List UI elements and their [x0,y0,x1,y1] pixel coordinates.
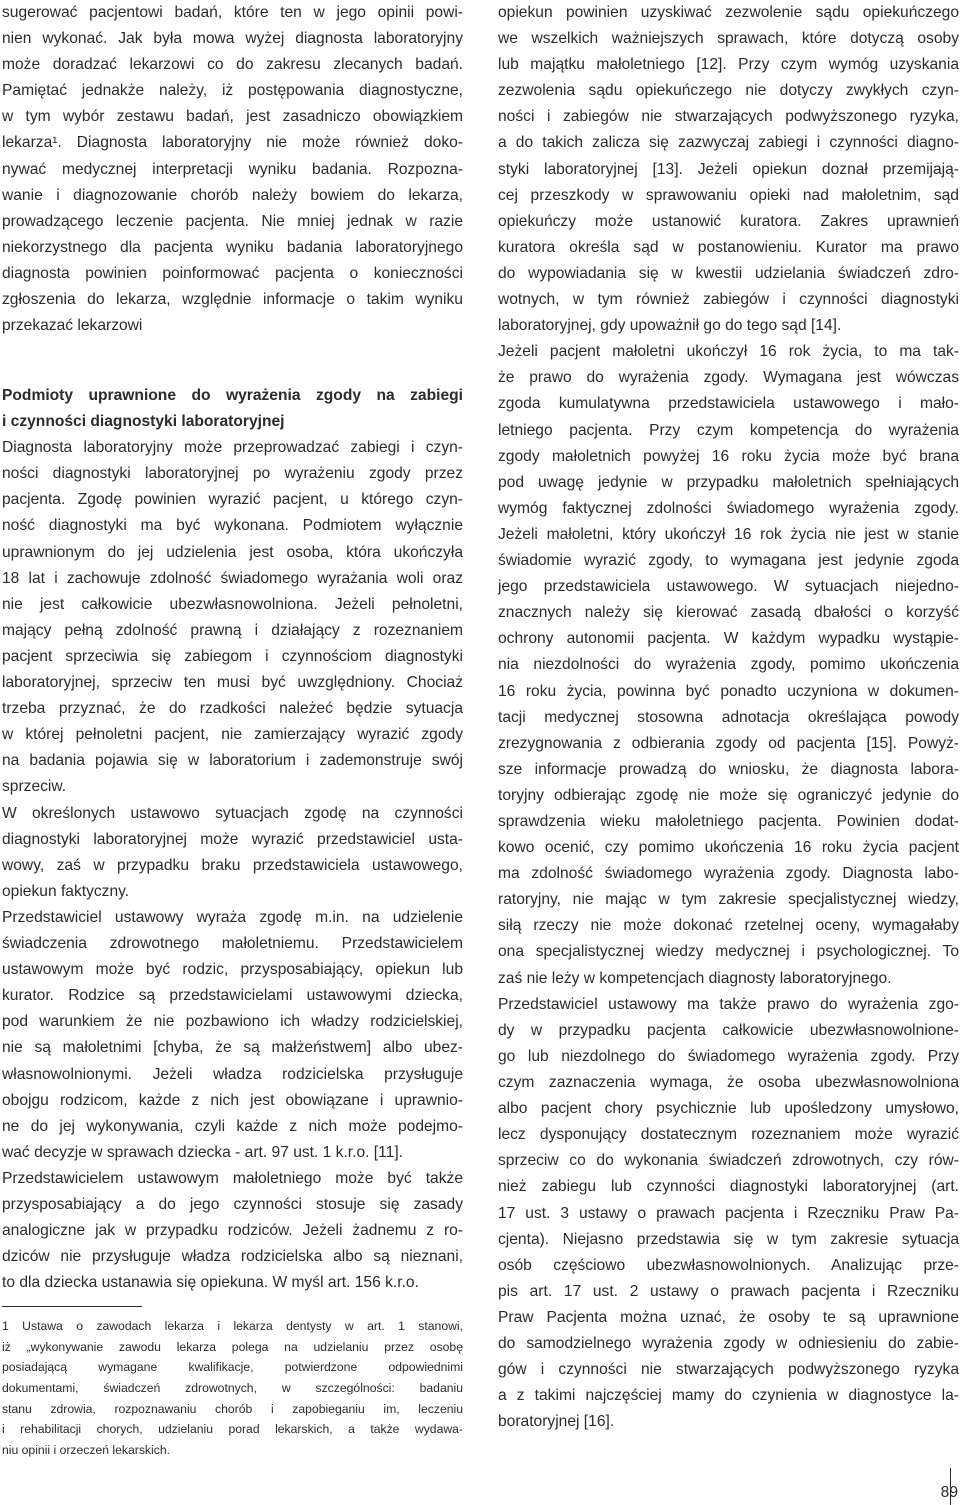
text-line: sze informacje prowadzą do wniosku, że diagnosta labora- [498,760,959,778]
text-line: wymóg faktycznej zdolności świadomego wyrażenia zgody. [498,499,959,517]
text-line: lub majątku małoletniego [12]. Przy czym wymóg uzyskania [498,56,959,74]
text-line: ratoryjny, nie mając w tym zakresie specjalistycznej wiedzy, [498,891,959,909]
text-line: zezwolenia sądu opiekuńczego nie dotyczy zwykłych czyn- [498,82,959,100]
text-line: pod uwagę jedynie w przypadku małoletnich spełniających [498,473,959,491]
paragraph [2,801,463,905]
text-line: ustawowym może być rodzic, przysposabiający, opiekun lub [2,961,463,979]
text-line: ma zdolność świadomego wyrażenia zgody. Diagnosta labo- [498,865,959,883]
text-line: do wypowiadania się w kwestii udzielania świadczeń zdro- [498,264,959,282]
text-line: Praw Pacjenta można uznać, że osoby te są uprawnione [498,1308,959,1326]
text-line: wanie i diagnozowanie chorób należy bowiem do lekarza, [2,186,463,204]
footnote-line: i rehabilitacji chorych, udzielaniu porad lekarskich, a także wydawa- [2,1422,463,1437]
text-line: laboratoryjnej, sprzeciw ten musi być uwzględniony. Chociaż [2,674,463,692]
text-line: Przedstawiciel ustawowy wyraża zgodę m.in. na udzielenie [2,909,463,926]
text-line: na badania pojawia się w laboratorium i zademonstruje swój [2,752,463,770]
text-line: a do takich zalicza się zazwyczaj zabiegi i czynności diagno- [498,134,959,152]
page-number: 89 [940,1484,958,1501]
text-line: a z takimi najczęściej mamy do czynienia w diagnostyce la- [498,1387,959,1405]
footnote-separator [2,1306,142,1307]
paragraph [498,992,959,1436]
text-line: toryjny odbierając zgodę nie może się ograniczyć jedynie do [498,786,959,804]
text-line: sprawdzenia wieku małoletniego pacjenta. Powinien dodat- [498,812,959,830]
text-line: 17 ust. 3 ustawy o prawach pacjenta i Rzeczniku Praw Pa- [498,1204,959,1222]
text-line: znacznych należy się kierować zasadą dbałości o korzyść [498,604,959,622]
text-line: opiekuńczy może ustanowić kuratora. Zakres uprawnień [498,212,959,230]
text-line: zgłoszenia do lekarza, względnie informacje o takim wyniku [2,291,463,309]
text-line: może doradzać lekarzowi co do zakresu zlecanych badań. [2,56,463,74]
text-line: świadczenia zdrowotnego małoletniemu. Przedstawicielem [2,935,463,953]
paragraph [498,339,959,991]
text-line: cej przeszkody w sprawowaniu opieki nad małoletnim, sąd [498,186,959,204]
text-line: kuratora określa sąd w postanowieniu. Kurator ma prawo [498,238,959,256]
text-line: gów i czynności nie stwarzających podwyższonego ryzyka [498,1361,959,1379]
text-line: styki laboratoryjnej [13]. Jeżeli opiekun doznał przemijają- [498,160,959,178]
text-line: zgody małoletnich powyżej 16 roku życia może być brana [498,447,959,465]
text-line: własnowolnionymi. Jeżeli władza rodzicielska przysługuje [2,1065,463,1083]
text-line: mający pełną zdolność prawną i działający z rozeznaniem [2,621,463,639]
text-line: ne do jej wykonywania, czyli każde z nich może podejmo- [2,1117,463,1135]
text-line: obojgu rodzicom, każde z nich jest obowiązane i uprawnio- [2,1091,463,1109]
paragraph [2,1166,463,1296]
text-line: Jeżeli pacjent małoletni ukończył 16 rok życia, to ma tak- [498,343,959,361]
text-line: w tym wybór zestawu badań, jest zasadniczo obowiązkiem [2,108,463,126]
text-line: nien wykonać. Jak była mowa wyżej diagnosta laboratoryjny [2,30,463,48]
text-line: czym zaznaczenia wymaga, że osoba ubezwłasnowolniona [498,1074,959,1092]
text-line: kowo ocenić, czy pomimo ukończenia 16 roku życia pacjent [498,839,959,857]
text-line: dy w przypadku pacjenta całkowicie ubezwłasnowolnione- [498,1021,959,1039]
text-line: że prawo do wyrażenia zgody. Wymagana jest wówczas [498,369,959,387]
paragraph [498,0,959,339]
footnote [2,1316,463,1461]
text-line: tacji medycznej stosowna adnotacja określająca powody [498,708,959,726]
paragraph [2,435,463,800]
text-line: cjenta). Niejasno przedstawia się w tym zakresie sytuacja [498,1230,959,1248]
text-line: prowadzącego leczenie pacjenta. Nie mniej jednak w razie [2,212,463,230]
text-line: diagnosta powinien poinformować pacjenta o konieczności [2,264,463,282]
text-line: pacjent sprzeciwia się zabiegom i czynnościom diagnostyki [2,647,463,665]
text-line: świadomie wyrazić zgody, to wymagana jest jedynie zgoda [498,552,959,570]
text-line: go lub niezdolnego do świadomego wyrażenia zgody. Przy [498,1047,959,1065]
text-line: W określonych ustawowo sytuacjach zgodę na czynności [2,804,463,822]
text-line: Przedstawicielem ustawowym małoletniego może być także [2,1170,463,1187]
footnote-line: 1 Ustawa o zawodach lekarza i lekarza dentysty w art. 1 stanowi, [2,1319,463,1333]
footnote-line: niu opinii i orzeczeń lekarskich. [2,1443,170,1458]
text-line: opiekun powinien uzyskiwać zezwolenie sądu opiekuńczego [498,4,959,21]
text-line: Pamiętać jednakże należy, iż postępowania diagnostyczne, [2,82,463,100]
text-line: wotnych, w tym również zabiegów i czynności diagnostyki [498,291,959,309]
text-line: wowy, zaś w przypadku braku przedstawiciela ustawowego, [2,856,463,874]
text-line: opiekun faktyczny. [2,882,130,900]
text-line: ności diagnostyki laboratoryjnej po wyrażeniu zgody przez [2,465,463,483]
text-line: wać decyzje w sprawach dziecka - art. 97 ust. 1 k.r.o. [11]. [2,1143,403,1161]
text-line: lekarza¹. Diagnosta laboratoryjny nie może również doko- [2,134,463,152]
footnote-line: dokumentami, świadczeń zdrowotnych, w szczególności: badaniu [2,1381,463,1396]
text-line: pacjenta. Zgodę powinien wyrazić pacjent, u którego czyn- [2,491,463,509]
text-line: Podmioty uprawnione do wyrażenia zgody na zabiegi [2,387,463,404]
text-line: jego przedstawiciela ustawowego. W sytuacjach niejedno- [498,578,959,596]
text-line: ności i zabiegów nie stwarzających podwyższonego ryzyka, [498,108,959,126]
text-line: laboratoryjnej, gdy upoważnił go do tego sąd [14]. [498,317,842,335]
paragraph [2,0,463,339]
text-line: Jeżeli małoletni, który ukończył 16 rok życia nie jest w stanie [498,525,959,543]
text-line: przysposabiający a do jego czynności stosuje się zasady [2,1196,463,1214]
text-line: przekazać lekarzowi [2,317,143,335]
text-line: letniego pacjenta. Przy czym kompetencja do wyrażenia [498,421,959,439]
text-line: sprzeciw co do wykonania świadczeń zdrowotnych, czy rów- [498,1152,959,1170]
text-line: sprzeciw. [2,778,67,796]
text-line: zaś nie leży w kompetencjach diagnosty laboratoryjnego. [498,969,892,987]
text-line: to dla dziecka ustanawia się opiekuna. W myśl art. 156 k.r.o. [2,1274,419,1292]
footnote-line: stanu zdrowia, rozpoznawaniu chorób i zapobieganiu im, leczeniu [2,1401,463,1416]
text-line: zgoda kumulatywna przedstawiciela ustawowego i mało- [498,395,959,413]
text-line: w której pełnoletni pacjent, nie zamierzający wyrazić zgody [2,726,463,744]
text-line: do samodzielnego wyrażenia zgody w odniesieniu do zabie- [498,1335,959,1353]
text-line: kurator. Rodzice są przedstawicielami ustawowymi dziecka, [2,987,463,1005]
text-line: analogiczne jak w przypadku rodziców. Jeżeli żadnemu z ro- [2,1222,463,1240]
text-line: osób częściowo ubezwłasnowolnionych. Analizując prze- [498,1256,959,1274]
text-line: dziców nie przysługuje władza rodzicielska albo są nieznani, [2,1248,463,1266]
text-line: albo pacjent chory psychicznie lub upośledzony umysłowo, [498,1100,959,1118]
section-heading [2,383,463,435]
text-line: nież zabiegu lub czynności diagnostyki laboratoryjnej (art. [498,1178,959,1196]
text-line: ność diagnostyki ma być wykonana. Podmiotem wyłącznie [2,517,463,535]
text-line: we wszelkich ważniejszych sprawach, które dotyczą osoby [498,30,959,48]
text-line: nywać medycznej interpretacji wyniku badania. Rozpozna- [2,160,463,178]
text-line: zrezygnowania z odbierania zgody od pacjenta [15]. Powyż- [498,734,959,752]
text-line: sugerować pacjentowi badań, które ten w jego opinii powi- [2,4,463,21]
text-line: Diagnosta laboratoryjny może przeprowadzać zabiegi i czyn- [2,439,463,457]
text-line: pis art. 17 ust. 2 ustawy o prawach pacjenta i Rzeczniku [498,1282,959,1300]
text-line: ochrony autonomii pacjenta. W każdym wypadku wystąpie- [498,630,959,648]
text-line: Przedstawiciel ustawowy ma także prawo do wyrażenia zgo- [498,995,959,1013]
text-line: 18 lat i zachowuje zdolność świadomego wyrażania woli oraz [2,569,463,587]
text-line: siłą rzeczy nie może dokonać rzetelnej oceny, wymagałaby [498,917,959,935]
text-line: ona specjalistycznej wiedzy medycznej i psychologicznej. To [498,943,959,961]
text-line: nia niezdolności do wyrażenia zgody, pomimo ukończenia [498,656,959,674]
text-line: diagnostyki laboratoryjnej może wyrazić przedstawiciel usta- [2,830,463,848]
text-line: pod warunkiem że nie pozbawiono ich władzy rodzicielskiej, [2,1013,463,1031]
footnote-line: posiadającą wymagane kwalifikacje, potwierdzone odpowiednimi [2,1360,463,1375]
text-line: uprawnionym do jej udzielenia jest osoba, która ukończyła [2,543,463,561]
text-line: trzeba przyznać, że do rzadkości należeć będzie sytuacja [2,700,463,718]
text-line: 16 roku życia, powinna być ponadto uczyniona w dokumen- [498,682,959,700]
footnote-line: iż „wykonywanie zawodu lekarza polega na udzielaniu przez osobę [2,1339,463,1354]
text-line: niekorzystnego dla pacjenta wyniku badania laboratoryjnego [2,238,463,256]
text-line: lecz dysponujący dostatecznym rozeznaniem może wyrazić [498,1126,959,1144]
text-line: boratoryjnej [16]. [498,1413,615,1431]
text-line: nie jest całkowicie ubezwłasnowolniona. Jeżeli pełnoletni, [2,595,463,613]
text-line: nie są małoletnimi [chyba, że są małżeństwem] albo ubez- [2,1039,463,1057]
text-line: i czynności diagnostyki laboratoryjnej [2,413,285,431]
paragraph [2,905,463,1166]
